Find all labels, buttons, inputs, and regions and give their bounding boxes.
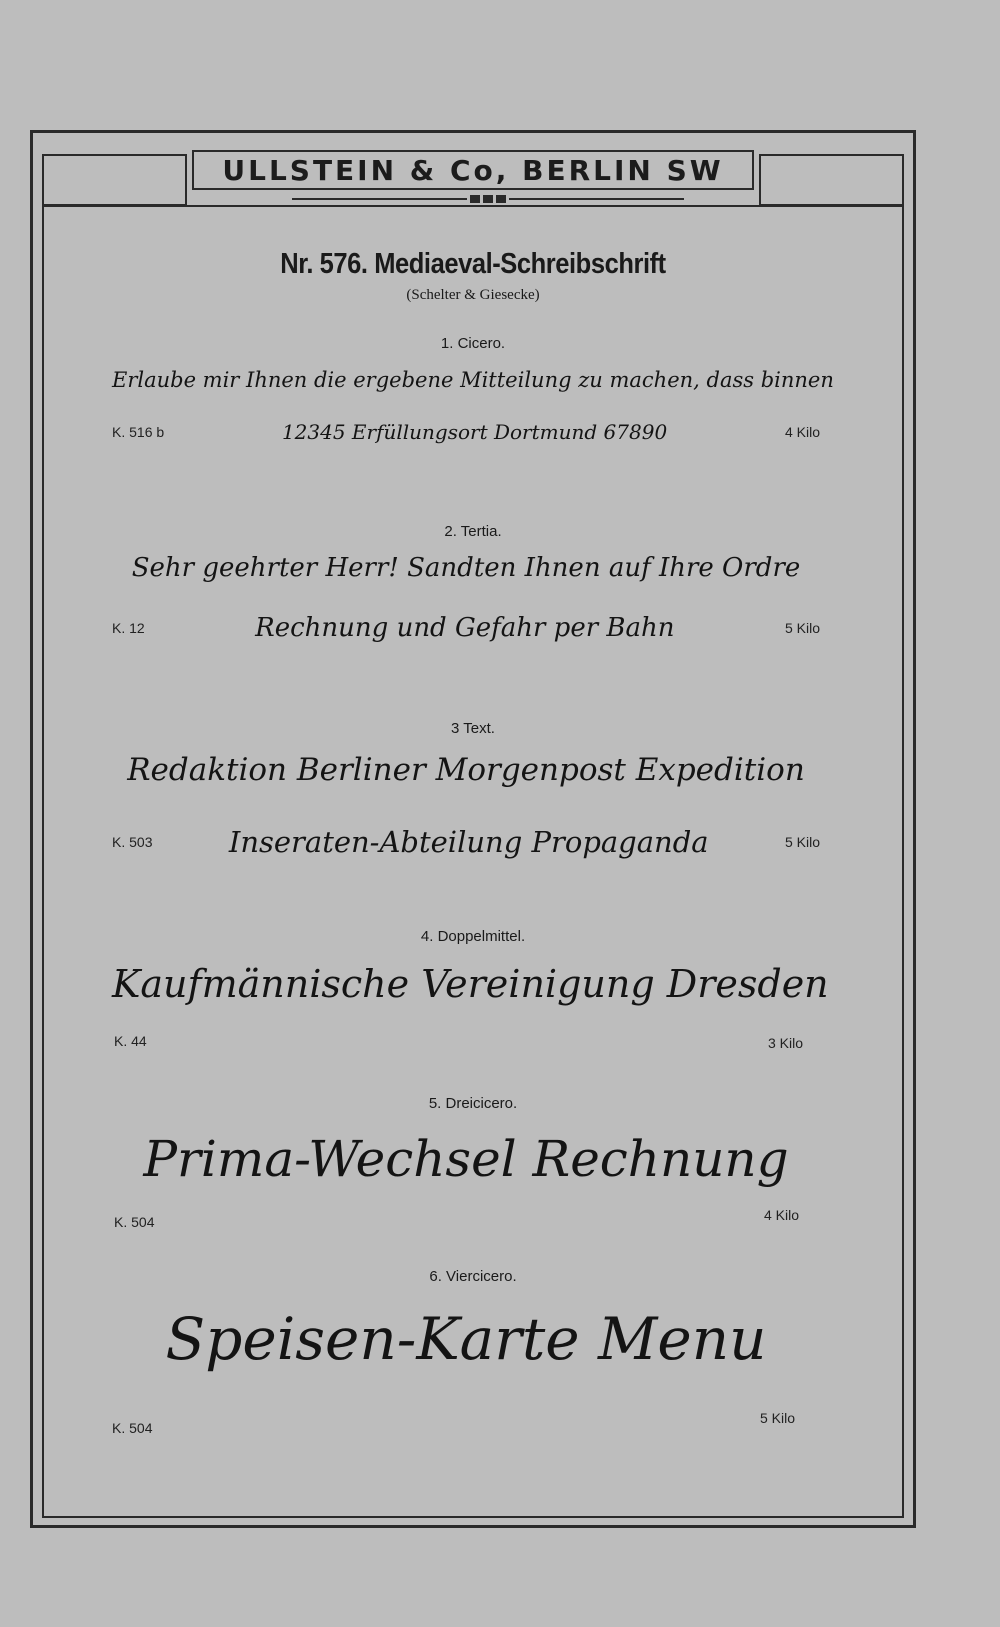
page-subtitle: (Schelter & Giesecke)	[406, 287, 540, 303]
section-label-4: 4. Doppelmittel.	[420, 928, 526, 945]
weight-4: 3 Kilo	[768, 1035, 804, 1051]
section-label-1: 1. Cicero.	[440, 335, 506, 352]
section-label-3: 3 Text.	[451, 720, 495, 737]
type-code-3: K. 503	[112, 834, 153, 850]
type-code-6: K. 504	[112, 1420, 153, 1436]
type-code-2: K. 12	[112, 620, 145, 636]
specimen-line-6: Speisen-Karte Menu	[165, 1305, 767, 1373]
specimen-line-3a: Redaktion Berliner Morgenpost Expedition	[127, 752, 805, 788]
header-title-box	[192, 150, 754, 190]
specimen-line-5: Prima-Wechsel Rechnung	[143, 1130, 789, 1188]
specimen-line-3b: Inseraten-Abteilung Propaganda	[228, 825, 709, 859]
weight-3: 5 Kilo	[784, 834, 820, 850]
specimen-line-2a: Sehr geehrter Herr! Sandten Ihnen auf Ihre Ordre	[131, 553, 801, 583]
section-label-5: 5. Dreicicero.	[428, 1095, 518, 1112]
specimen-line-1a: Erlaube mir Ihnen die ergebene Mitteilung zu machen, dass binnen	[112, 368, 834, 392]
weight-2: 5 Kilo	[784, 620, 820, 636]
specimen-row-2b	[112, 613, 820, 643]
weight-1: 4 Kilo	[784, 424, 820, 440]
weight-6: 5 Kilo	[760, 1410, 796, 1426]
specimen-line-1b: 12345 Erfüllungsort Dortmund 67890	[281, 420, 668, 444]
page-title: Nr. 576. Mediaeval-Schreibschrift	[280, 248, 666, 280]
header-ornament-right	[759, 154, 904, 206]
specimen-line-4: Kaufmännische Vereinigung Dresden	[112, 962, 829, 1006]
header-rule	[292, 196, 684, 202]
section-label-2: 2. Tertia.	[444, 523, 502, 540]
specimen-line-2b: Rechnung und Gefahr per Bahn	[255, 613, 675, 643]
header-ornament-left	[42, 154, 187, 206]
specimen-row-1b	[112, 420, 820, 444]
section-label-6: 6. Viercicero.	[429, 1268, 517, 1285]
type-code-4: K. 44	[114, 1033, 147, 1049]
header-band	[42, 142, 904, 202]
type-code-1: K. 516 b	[112, 424, 165, 440]
weight-5: 4 Kilo	[764, 1207, 800, 1223]
specimen-row-3b	[112, 825, 820, 859]
publisher-name: ULLSTEIN & Co, BERLIN SW	[222, 153, 724, 187]
type-code-5: K. 504	[114, 1214, 155, 1230]
